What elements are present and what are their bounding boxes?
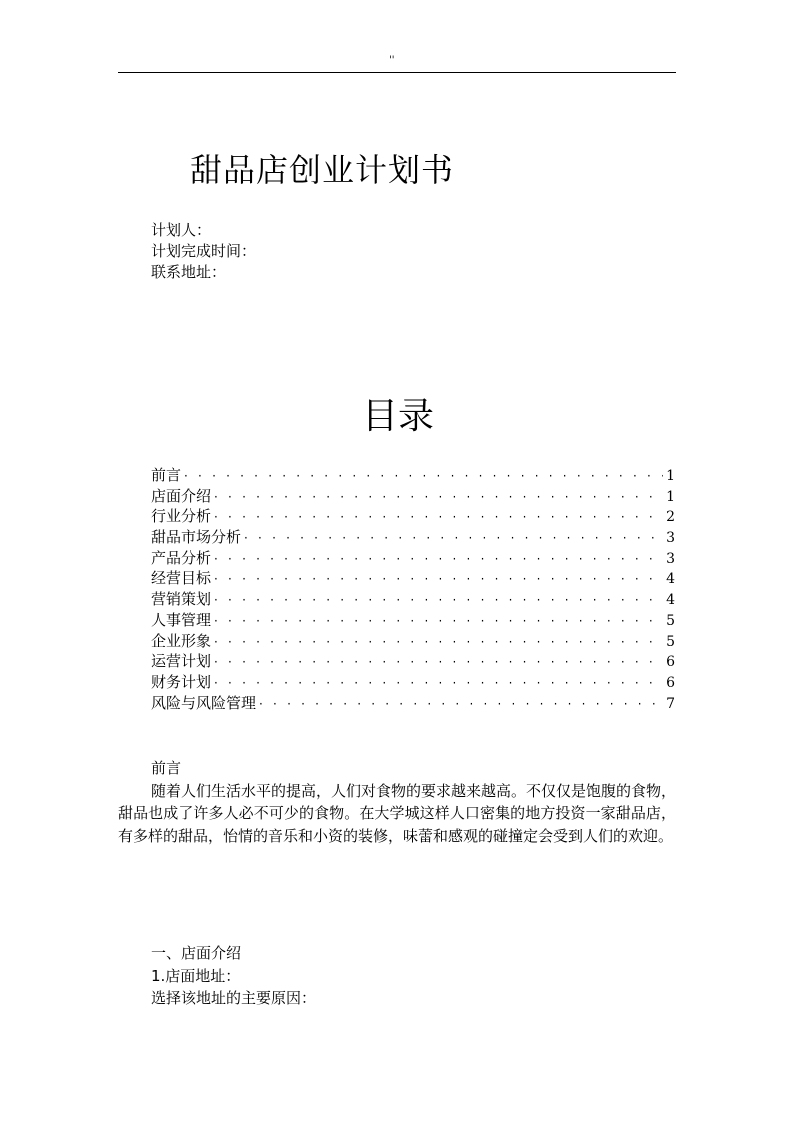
toc-leader-dots bbox=[214, 611, 663, 632]
meta-block bbox=[151, 220, 256, 283]
store-address-subheading: 1.店面地址： bbox=[151, 966, 241, 985]
toc-entry-dessert-market[interactable] bbox=[151, 527, 675, 548]
toc-entry-label: 营销策划 bbox=[151, 590, 212, 609]
preface-section bbox=[118, 757, 676, 847]
store-intro-section bbox=[118, 942, 676, 1010]
document-title: 甜品店创业计划书 bbox=[190, 151, 455, 189]
toc-entry-page: 5 bbox=[666, 633, 675, 650]
toc-entry-preface[interactable] bbox=[151, 465, 675, 486]
toc-leader-dots bbox=[214, 487, 663, 508]
toc-entry-label: 行业分析 bbox=[151, 507, 212, 526]
toc-leader-dots bbox=[214, 507, 663, 528]
toc-entry-page: 3 bbox=[666, 550, 675, 567]
toc-entry-store-intro[interactable] bbox=[151, 486, 675, 507]
header-mark: '' bbox=[389, 55, 395, 66]
toc-entry-marketing[interactable] bbox=[151, 589, 675, 610]
preface-body: 随着人们生活水平的提高，人们对食物的要求越来越高。不仅仅是饱腹的食物，甜品也成了许多人必不可少的食物。在大学城这样人口密集的地方投资一家甜品店，有多样的甜品，怡情的音乐和小资的装修，味蕾和感观的碰撞定会受到人们的欢迎。 bbox=[118, 781, 677, 845]
toc-entry-page: 5 bbox=[666, 612, 675, 629]
meta-address: 联系地址： bbox=[151, 263, 227, 281]
preface-heading: 前言 bbox=[151, 759, 182, 777]
toc-leader-dots bbox=[214, 673, 663, 694]
toc-entry-label: 产品分析 bbox=[151, 548, 212, 567]
toc-entry-product-analysis[interactable] bbox=[151, 548, 675, 569]
meta-planner: 计划人： bbox=[151, 221, 212, 239]
toc-entry-corporate-image[interactable] bbox=[151, 631, 675, 652]
header-rule bbox=[118, 72, 676, 73]
toc-entry-label: 风险与风险管理 bbox=[151, 693, 257, 712]
toc-entry-risk-management[interactable] bbox=[151, 693, 675, 714]
toc-leader-dots bbox=[244, 528, 663, 549]
toc-leader-dots bbox=[184, 466, 663, 487]
toc-entry-label: 店面介绍 bbox=[151, 486, 212, 505]
toc-entry-finance[interactable] bbox=[151, 672, 675, 693]
toc-entry-operations[interactable] bbox=[151, 651, 675, 672]
toc-entry-page: 2 bbox=[666, 509, 675, 526]
toc-title: 目录 bbox=[362, 396, 435, 437]
toc-entry-page: 1 bbox=[666, 488, 675, 505]
toc-leader-dots bbox=[259, 694, 663, 715]
toc-leader-dots bbox=[214, 549, 663, 570]
toc-entry-page: 3 bbox=[666, 530, 675, 547]
toc-entry-page: 6 bbox=[666, 654, 675, 671]
toc-entry-page: 1 bbox=[666, 468, 675, 484]
toc-entry-personnel[interactable] bbox=[151, 610, 675, 631]
store-address-reason: 选择该地址的主要原因： bbox=[151, 989, 317, 1007]
toc-entry-page: 7 bbox=[666, 695, 675, 712]
toc-entry-label: 企业形象 bbox=[151, 631, 212, 650]
toc-entry-industry-analysis[interactable] bbox=[151, 506, 675, 527]
toc-entry-label: 运营计划 bbox=[151, 652, 212, 671]
toc-leader-dots bbox=[214, 590, 663, 611]
toc-leader-dots bbox=[214, 632, 663, 653]
toc-entry-label: 财务计划 bbox=[151, 672, 212, 691]
toc-entry-label: 经营目标 bbox=[151, 569, 212, 588]
toc-entry-label: 人事管理 bbox=[151, 610, 212, 629]
toc-entry-business-goals[interactable] bbox=[151, 568, 675, 589]
toc-entry-label: 前言 bbox=[151, 466, 182, 484]
toc-entry-page: 4 bbox=[666, 592, 675, 609]
toc-leader-dots bbox=[214, 652, 663, 673]
meta-completion-time: 计划完成时间： bbox=[151, 242, 257, 260]
toc-entry-label: 甜品市场分析 bbox=[151, 528, 242, 547]
toc-entry-page: 6 bbox=[666, 674, 675, 691]
store-intro-heading: 一、店面介绍 bbox=[151, 944, 242, 962]
toc-entry-page: 4 bbox=[666, 571, 675, 588]
toc-leader-dots bbox=[214, 569, 663, 590]
table-of-contents bbox=[151, 465, 675, 713]
